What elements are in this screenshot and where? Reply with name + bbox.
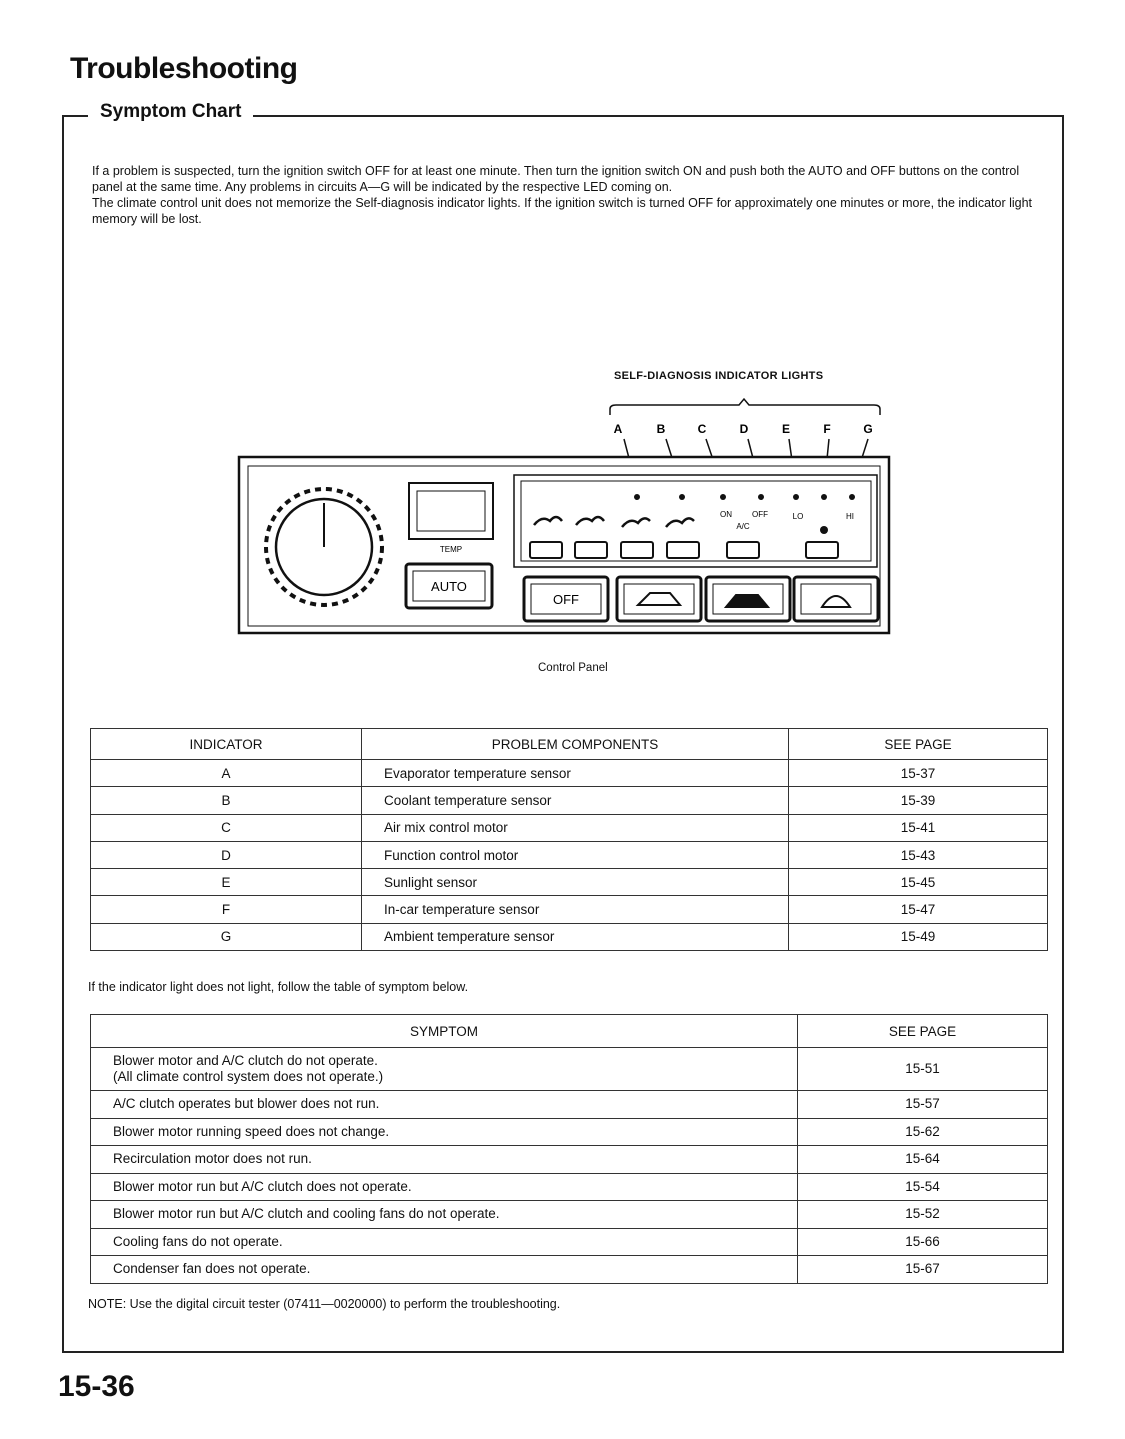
page-number: 15-36 <box>58 1370 135 1403</box>
page-cell: 15-54 <box>798 1173 1048 1201</box>
indicator-letter-e: E <box>781 422 791 436</box>
component-cell: In-car temperature sensor <box>362 896 789 923</box>
control-panel-diagram <box>224 397 924 657</box>
table-row <box>91 1118 1048 1146</box>
page-cell: 15-39 <box>789 787 1048 814</box>
page-title: Troubleshooting <box>70 52 298 85</box>
symptom-line-2: (All climate control system does not operate.) <box>113 1069 384 1084</box>
symptom-cell <box>91 1048 798 1091</box>
ac-off-label: OFF <box>752 510 768 519</box>
intro-text <box>92 163 1052 227</box>
symptom-cell: Blower motor running speed does not change. <box>91 1118 798 1146</box>
header-problem-components: PROBLEM COMPONENTS <box>362 729 789 760</box>
header-symptom: SYMPTOM <box>91 1015 798 1048</box>
symptom-cell: Condenser fan does not operate. <box>91 1256 798 1284</box>
page-cell: 15-41 <box>789 814 1048 841</box>
ac-button[interactable] <box>727 542 759 558</box>
symptom-cell: A/C clutch operates but blower does not run. <box>91 1091 798 1119</box>
fan-hi-label: HI <box>846 512 854 521</box>
table-row <box>91 1091 1048 1119</box>
table-row <box>91 1146 1048 1174</box>
table-row <box>91 787 1048 814</box>
self-diagnosis-callout-title: SELF-DIAGNOSIS INDICATOR LIGHTS <box>614 370 824 382</box>
indicator-letter-f: F <box>823 422 831 436</box>
indicator-table <box>90 728 1048 951</box>
table-row <box>91 1228 1048 1256</box>
mode-button-2[interactable] <box>575 542 607 558</box>
symptom-cell: Recirculation motor does not run. <box>91 1146 798 1174</box>
page-cell: 15-67 <box>798 1256 1048 1284</box>
component-cell: Coolant temperature sensor <box>362 787 789 814</box>
symptom-cell: Blower motor run but A/C clutch does not operate. <box>91 1173 798 1201</box>
indicator-cell: E <box>91 869 362 896</box>
page-cell: 15-64 <box>798 1146 1048 1174</box>
indicator-cell: C <box>91 814 362 841</box>
indicator-letter-d: D <box>739 422 749 436</box>
component-cell: Air mix control motor <box>362 814 789 841</box>
symptom-chart-frame <box>62 101 1064 1353</box>
indicator-cell: A <box>91 760 362 787</box>
table-row <box>91 1256 1048 1284</box>
page-cell: 15-66 <box>798 1228 1048 1256</box>
section-label: Symptom Chart <box>88 101 253 123</box>
page-cell: 15-47 <box>789 896 1048 923</box>
off-button-label: OFF <box>553 592 579 607</box>
symptom-table-header <box>91 1015 1048 1048</box>
no-light-instruction: If the indicator light does not light, follow the table of symptom below. <box>88 980 469 994</box>
indicator-letter-a: A <box>613 422 623 436</box>
control-panel-caption: Control Panel <box>538 662 608 674</box>
header-see-page: SEE PAGE <box>789 729 1048 760</box>
header-indicator: INDICATOR <box>91 729 362 760</box>
symptom-cell: Cooling fans do not operate. <box>91 1228 798 1256</box>
indicator-cell: B <box>91 787 362 814</box>
page-cell: 15-52 <box>798 1201 1048 1229</box>
page-cell: 15-57 <box>798 1091 1048 1119</box>
indicator-cell: F <box>91 896 362 923</box>
table-row <box>91 1201 1048 1229</box>
fan-icon <box>820 526 828 534</box>
mode-button-3[interactable] <box>621 542 653 558</box>
indicator-table-header <box>91 729 1048 760</box>
component-cell: Ambient temperature sensor <box>362 923 789 950</box>
component-cell: Evaporator temperature sensor <box>362 760 789 787</box>
page-cell: 15-49 <box>789 923 1048 950</box>
intro-paragraph-2: The climate control unit does not memorize the Self-diagnosis indicator lights. If the ignition switch is turned OFF for approximately one minutes or more, the indicator light memory will be lost. <box>92 196 1033 226</box>
indicator-letter-c: C <box>697 422 707 436</box>
table-row <box>91 760 1048 787</box>
page-cell: 15-45 <box>789 869 1048 896</box>
symptom-table <box>90 1014 1048 1284</box>
page-cell: 15-37 <box>789 760 1048 787</box>
fan-button[interactable] <box>806 542 838 558</box>
table-row <box>91 841 1048 868</box>
page-cell: 15-43 <box>789 841 1048 868</box>
component-cell: Sunlight sensor <box>362 869 789 896</box>
intro-paragraph-1: If a problem is suspected, turn the ignition switch OFF for at least one minute. Then turn the ignition switch ON and push both the AUTO and OFF buttons on the control panel at the same time. Any problems in circuits A—G will be indicated by the respective LED coming on. <box>92 164 1020 194</box>
table-row <box>91 814 1048 841</box>
ac-label: A/C <box>736 522 750 531</box>
troubleshooting-note: NOTE: Use the digital circuit tester (07411—0020000) to perform the troubleshooting. <box>88 1297 561 1311</box>
indicator-letter-g: G <box>863 422 873 436</box>
header-see-page: SEE PAGE <box>798 1015 1048 1048</box>
page-cell: 15-62 <box>798 1118 1048 1146</box>
auto-button-label: AUTO <box>431 579 467 594</box>
component-cell: Function control motor <box>362 841 789 868</box>
table-row <box>91 1173 1048 1201</box>
indicator-cell: G <box>91 923 362 950</box>
indicator-cell: D <box>91 841 362 868</box>
table-row <box>91 1048 1048 1091</box>
table-row <box>91 923 1048 950</box>
page-cell: 15-51 <box>798 1048 1048 1091</box>
mode-button-1[interactable] <box>530 542 562 558</box>
symptom-cell: Blower motor run but A/C clutch and cooling fans do not operate. <box>91 1201 798 1229</box>
temp-label: TEMP <box>439 545 463 554</box>
fan-lo-label: LO <box>792 512 804 521</box>
table-row <box>91 869 1048 896</box>
mode-button-4[interactable] <box>667 542 699 558</box>
ac-on-label: ON <box>720 510 732 519</box>
symptom-line-1: Blower motor and A/C clutch do not operate. <box>113 1053 378 1068</box>
indicator-letter-b: B <box>656 422 666 436</box>
table-row <box>91 896 1048 923</box>
